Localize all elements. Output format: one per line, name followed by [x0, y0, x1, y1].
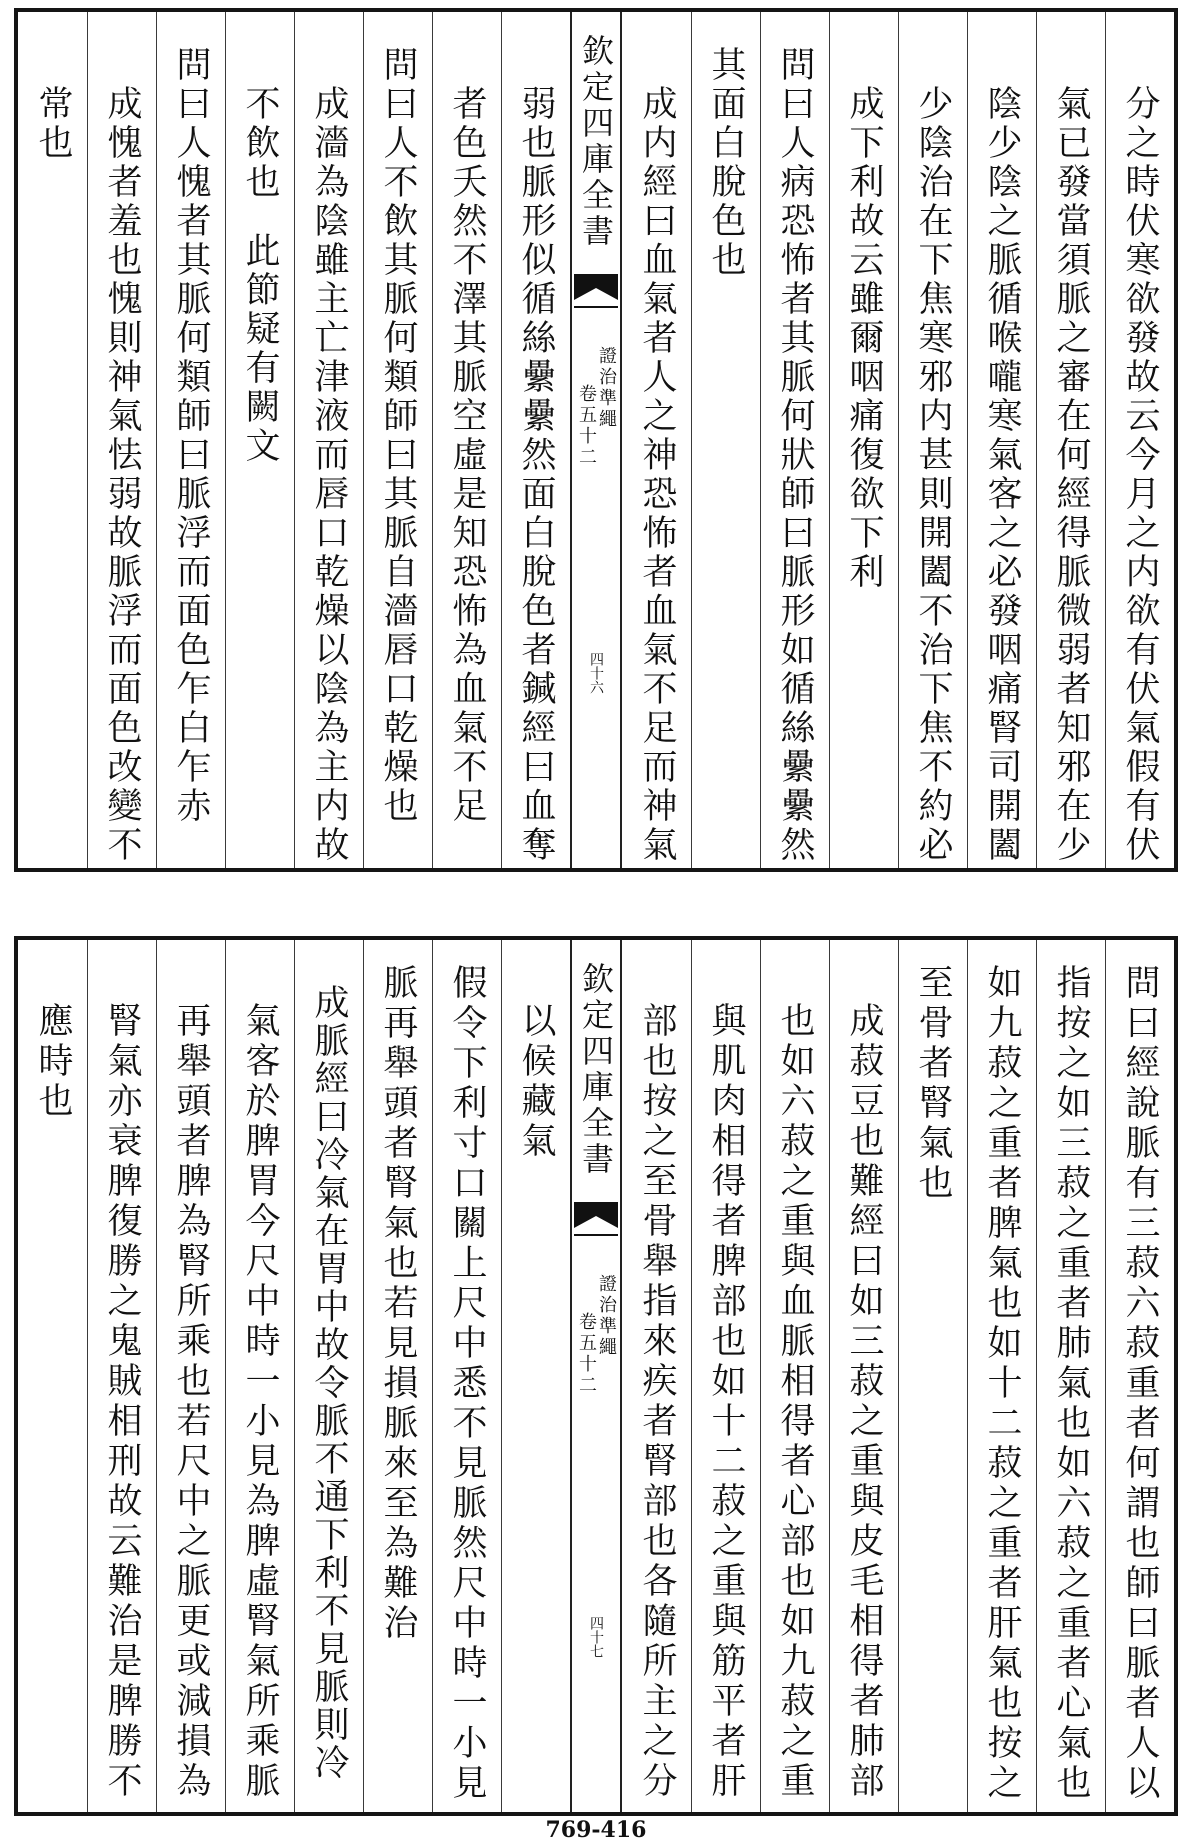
text-column: 問曰人病恐怖者其脈何狀師曰脈形如循絲纍纍然	[760, 12, 829, 868]
collection-title: 欽定四庫全書	[577, 962, 615, 1178]
text-column: 少陰治在下焦寒邪内甚則開闔不治下焦不約必	[898, 12, 967, 868]
text-column: 再舉頭者脾為腎所乘也若尺中之脈更或減損為	[156, 940, 225, 1812]
left-half-leaf	[18, 940, 570, 1812]
text-column	[225, 12, 294, 868]
collection-title: 欽定四庫全書	[577, 34, 615, 250]
text-column: 也如六菽之重與血脈相得者心部也如九菽之重	[760, 940, 829, 1812]
text-column: 氣客於脾胃今尺中時一小見為脾虛腎氣所乘脈	[225, 940, 294, 1812]
page-reference-number: 769-416	[545, 1817, 647, 1843]
text-column: 如九菽之重者脾氣也如十二菽之重者肝氣也按之	[967, 940, 1036, 1812]
text-column: 假令下利寸口關上尺中悉不見脈然尺中時一小見	[432, 940, 501, 1812]
volume-label: 卷五十二	[576, 1312, 597, 1396]
text-column: 弱也脈形似循絲纍纍然面白脫色者鍼經曰血奪	[501, 12, 570, 868]
text-column: 以候藏氣	[501, 940, 570, 1812]
book-title: 證治準繩	[596, 1274, 617, 1358]
text-column: 部也按之至骨舉指來疾者腎部也各隨所主之分	[637, 1002, 677, 1802]
text-column: 問曰人愧者其脈何類師曰脈浮而面色乍白乍赤	[156, 12, 225, 868]
volume-label: 卷五十二	[576, 384, 597, 468]
text-column: 問曰人不飲其脈何類師曰其脈自濇唇口乾燥也	[363, 12, 432, 868]
text-column: 成愧者羞也愧則神氣怯弱故脈浮而面色改變不	[87, 12, 156, 868]
right-half-leaf	[622, 12, 1174, 868]
text-column: 者色夭然不澤其脈空虛是知恐怖為血氣不足	[432, 12, 501, 868]
center-fold-band	[570, 940, 622, 1812]
text-column: 腎氣亦衰脾復勝之鬼賊相刑故云難治是脾勝不	[87, 940, 156, 1812]
text-column: 脈再舉頭者腎氣也若見損脈來至為難治	[363, 940, 432, 1812]
text-column: 成濇為陰雖主亡津液而唇口乾燥以陰為主内故	[294, 12, 363, 868]
text-column: 成脈經曰冷氣在胃中故令脈不通下利不見脈則冷	[294, 940, 363, 1812]
folio-number: 四十七	[588, 1616, 604, 1658]
text-column: 問曰經說脈有三菽六菽重者何謂也師曰脈者人以	[1105, 940, 1174, 1812]
right-half-leaf	[622, 940, 1174, 1812]
text-column: 氣已發當須脈之審在何經得脈微弱者知邪在少	[1036, 12, 1105, 868]
text-column: 指按之如三菽之重者肺氣也如六菽之重者心氣也	[1036, 940, 1105, 1812]
text-column: 成菽豆也難經曰如三菽之重與皮毛相得者肺部	[829, 940, 898, 1812]
text-column: 分之時伏寒欲發故云今月之内欲有伏氣假有伏	[1105, 12, 1174, 868]
text-column: 成下利故云雖爾咽痛復欲下利	[829, 12, 898, 868]
center-fold-band	[570, 12, 622, 868]
text-column: 成内經曰血氣者人之神恐怖者血氣不足而神氣	[637, 85, 677, 865]
editorial-note: 此節疑有闕文	[240, 232, 280, 466]
text-column: 常也	[33, 85, 73, 163]
book-title: 證治準繩	[596, 346, 617, 430]
fishtail-mark-icon	[574, 1202, 618, 1238]
text-column: 與肌肉相得者脾部也如十二菽之重與筋平者肝	[691, 940, 760, 1812]
column-text: 不飲也	[240, 85, 280, 202]
text-column: 陰少陰之脈循喉嚨寒氣客之必發咽痛腎司開闔	[967, 12, 1036, 868]
top-page-panel	[14, 8, 1178, 872]
text-column: 其面白脫色也	[691, 12, 760, 868]
text-column: 應時也	[33, 1002, 73, 1122]
left-half-leaf	[18, 12, 570, 868]
folio-number: 四十六	[588, 652, 604, 694]
bottom-page-panel	[14, 936, 1178, 1816]
fishtail-mark-icon	[574, 274, 618, 310]
text-column: 至骨者腎氣也	[898, 940, 967, 1812]
